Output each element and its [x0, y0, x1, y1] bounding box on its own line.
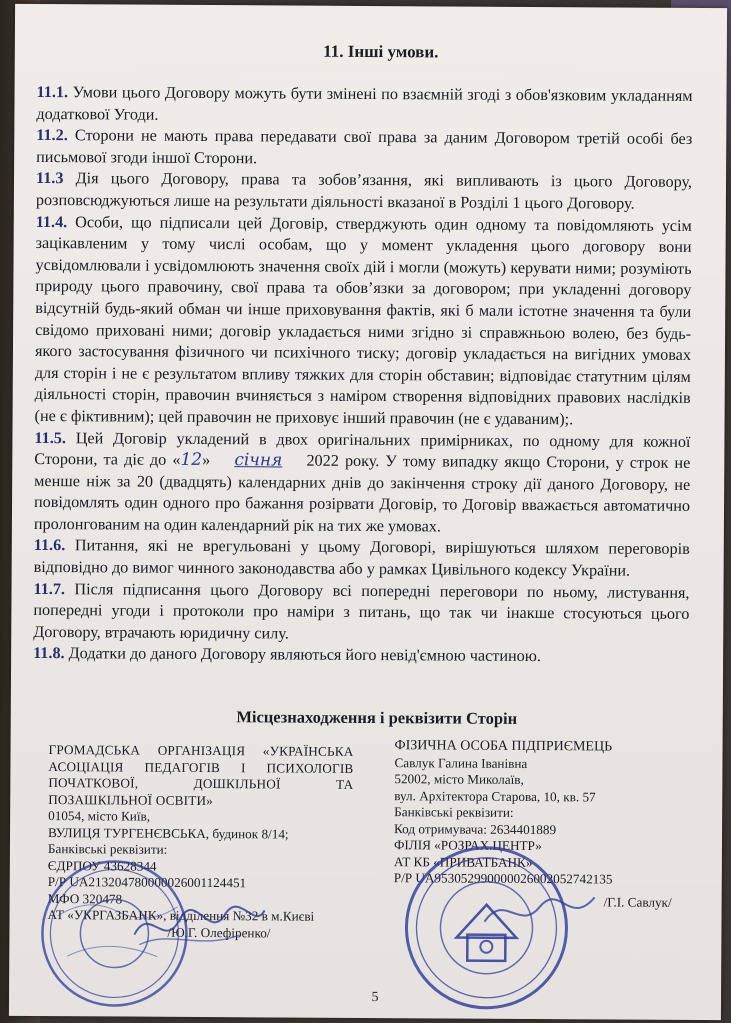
right-party-bank: АТ КБ «ПРИВАТБАНК» [393, 853, 533, 870]
paragraph-11-7: 11.7. Після підписання цього Договору всі попередні переговори по ньому, листування, попередні угоди і протоколи про наміри з питань, що так чи інакше стосуються цього Договору, втрачають юридичну силу. [33, 579, 690, 643]
left-party-account: Р/Р UA213204780000026001124451 [47, 874, 247, 891]
right-party-bank-label: Банківські реквізити: [394, 804, 514, 820]
paragraph-11-2: 11.2. Сторони не мають права передавати свої права за даним Договором третій особі без письмової згоди іншої Сторони. [36, 126, 693, 168]
paragraph-11-8: 11.8. Додатки до даного Договору являються його невід'ємною частиною. [33, 644, 541, 666]
paragraph-11-5: 11.5. Цей Договір укладений в двох оригінальних примірниках, по одному для кожної Сторони, та діє до «12» січня 2022 року. У тому випадку якщо Сторони, у строк не менше ніж за 20 (двадцять) календарних днів до закінчення строку дії даного Договору, не повідомлять один одного про бажання розірвати Договір, то Договір вважається автоматично пролонгованим на один календарний рік на тих же умовах. [33, 428, 691, 536]
section-title: 11. Інші умови. [323, 41, 439, 62]
right-party-branch: ФІЛІЯ «РОЗРАХ.ЦЕНТР» [393, 837, 542, 854]
terms-body [33, 82, 693, 669]
left-party-street: ВУЛИЦЯ ТУРГЕНЄВСЬКА, будинок 8/14; [47, 824, 289, 842]
right-party-type: ФІЗИЧНА ОСОБА ПІДПРИЄМЕЦЬ [394, 738, 613, 755]
paragraph-11-1: 11.1. Умови цього Договору можуть бути змінені по взаємній згоді з обов'язковим укладанням додаткової Угоди. [36, 82, 693, 124]
right-party-account: Р/Р UA953052990000026002052742135 [393, 870, 613, 887]
right-party-street: вул. Архітектора Старова, 10, кв. 57 [394, 787, 596, 804]
left-party-bank-label: Банківські реквізити: [47, 841, 168, 857]
left-signature-scribble [129, 895, 269, 956]
right-signature-scribble [479, 887, 599, 938]
left-party-name: ГРОМАДСЬКА ОРГАНІЗАЦІЯ «УКРАЇНСЬКА АСОЦІАЦІЯ ПЕДАГОГІВ І ПСИХОЛОГІВ ПОЧАТКОВОЇ, ДОШКІЛЬНОЇ ТА ПОЗАШКІЛЬНОЇ ОСВІТИ» [48, 742, 354, 808]
handwritten-day: 12 [180, 449, 203, 471]
requisites-title: Місцезнаходження і реквізити Сторін [236, 707, 518, 728]
left-party-edrpou: ЄДРПОУ 43628344 [47, 857, 157, 874]
handwritten-month: січня [234, 450, 283, 471]
left-party-signature: /Ю.Г. Олефіренко/ [167, 924, 271, 940]
right-party-signature: /Г.І. Савлук/ [603, 893, 672, 910]
right-party-postal: 52002, місто Миколаїв, [394, 771, 524, 787]
right-party-name: Савлук Галина Іванівна [394, 754, 528, 771]
right-party-code: Код отримувача: 2634401889 [394, 820, 557, 837]
paragraph-11-3: 11.3 Дія цього Договору, права та зобов’язання, які випливають із цього Договору, розповсюджуються лише на результати діяльності вказаної в Розділі 1 цього Договору. [35, 169, 693, 213]
paragraph-11-6: 11.6. Питання, які не врегульовані у цьому Договорі, вирішуються шляхом переговорів відповідно до вимог чинного законодавства або у рамках Цивільного кодексу України. [33, 536, 690, 580]
left-party-postal: 01054, місто Київ, [48, 808, 151, 824]
left-party-mfo: МФО 320478 [47, 890, 123, 907]
paragraph-11-4: 11.4. Особи, що підписали цей Договір, стверджують один одному та повідомляють усім зацікавленим у тому числі особам, що у момент укладення цього договору вони усвідомлювали і усвідомлюють значення своїх дій і могли (можуть) керувати ними; розуміють природу цього правочину, свої права та обов’язки за договором; при укладенні договору відсутній будь-який обман чи інше приховування фактів, які б мали істотне значення та були свідомо приховані ними; договір укладається ними згідно зі справжньою волею, без будь-якого застосування фізичного чи психічного тиску; договір укладається на вигідних умовах для сторін і не є результатом впливу тяжких для сторін обставин; відповідає статутним цілям діяльності сторін, правочин вчиняється з наміром створення відповідних правових наслідків (не є фіктивним); цей правочин не приховує інший правочин (не є удаваним);. [34, 212, 692, 429]
page-number: 5 [371, 990, 379, 1006]
document-page [9, 4, 727, 1020]
left-party-bank: АТ «УКРГАЗБАНК», відділення №32 в м.Києві [47, 907, 315, 924]
